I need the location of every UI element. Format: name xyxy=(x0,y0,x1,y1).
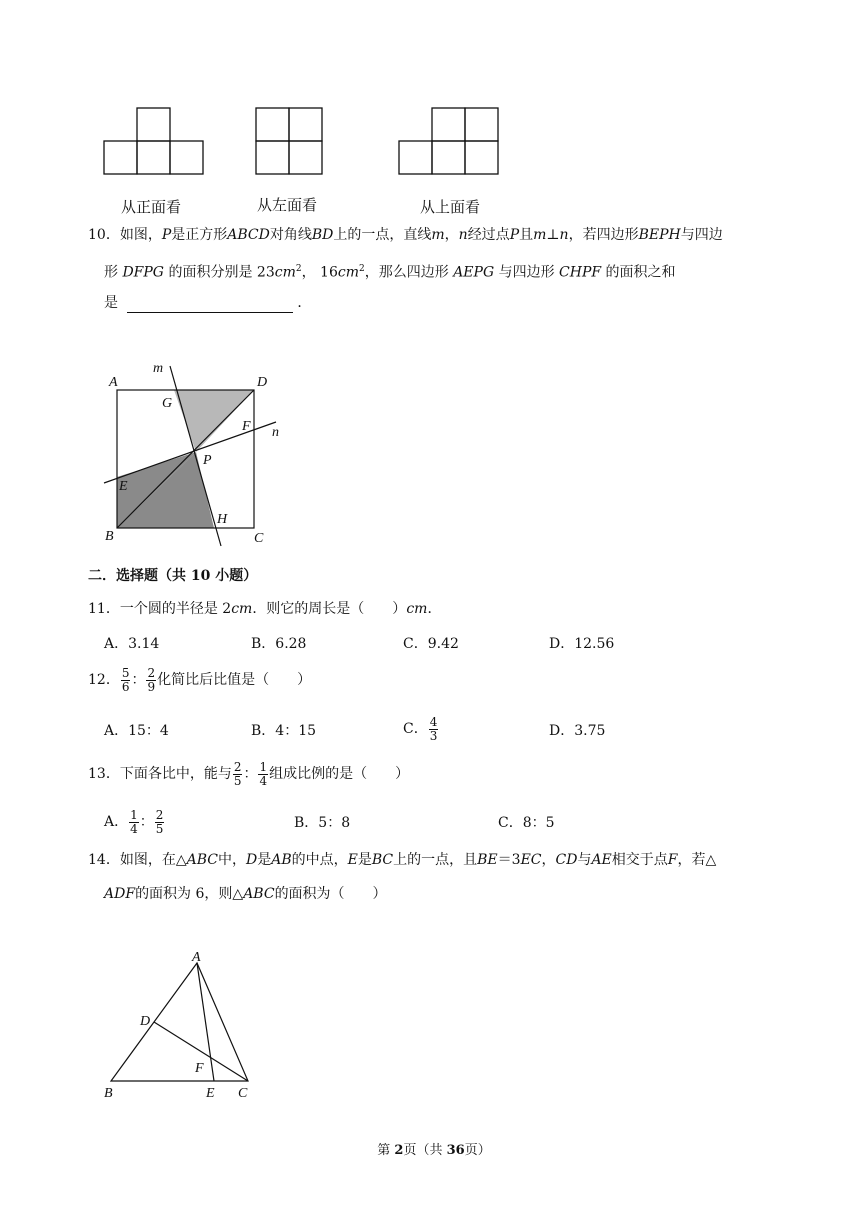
q10-line3: 是 ． xyxy=(104,295,312,311)
top-view-label: 从上面看 xyxy=(420,198,481,216)
q10-line1: 10．如图，P是正方形ABCD对角线BD上的一点，直线m，n经过点P且m⊥n，若四边形BEPH与四边 xyxy=(88,227,723,243)
label-n: n xyxy=(272,425,279,440)
label-A: A xyxy=(192,950,201,965)
q12-stem: 12． $\frac{5}{6}$ ： $\frac{2}{9}$ 化简比后比值是（ ） xyxy=(88,665,312,694)
q14-line1: 14．如图，在△ABC中，D是AB的中点，E是BC上的一点，且BE＝3EC，CD与AE相交于点F，若△ xyxy=(88,852,717,868)
label-P: P xyxy=(203,453,212,468)
q13-stem: 13．下面各比中，能与 $\frac{2}{5}$ ： $\frac{1}{4}$ 组成比例的是（ ） xyxy=(88,759,410,788)
q11-option-c[interactable]: C．9.42 xyxy=(403,636,459,652)
q13-option-c[interactable]: C．8：5 xyxy=(498,815,555,831)
label-D: D xyxy=(257,375,268,390)
label-D: D xyxy=(140,1014,151,1029)
label-H: H xyxy=(217,512,228,527)
label-B: B xyxy=(104,1086,113,1101)
label-F: F xyxy=(242,419,251,434)
q11-option-a[interactable]: A．3.14 xyxy=(104,636,160,652)
label-B: B xyxy=(105,529,114,544)
page-footer: 第 2页（共 36页） xyxy=(377,1143,491,1158)
q10-figure xyxy=(100,358,290,550)
q12-option-b[interactable]: B．4：15 xyxy=(251,723,317,739)
q14-line2: ADF的面积为 6，则△ABC的面积为（ ） xyxy=(104,886,387,902)
label-m: m xyxy=(153,361,164,376)
label-F: F xyxy=(195,1061,204,1076)
label-E: E xyxy=(119,479,128,494)
left-view-label: 从左面看 xyxy=(257,196,318,214)
label-C: C xyxy=(254,531,264,546)
q11-option-d[interactable]: D．12.56 xyxy=(549,636,615,652)
q13-option-a[interactable]: A． $\frac{1}{4}$ ： $\frac{2}{5}$ xyxy=(104,807,164,836)
q12-option-a[interactable]: A．15：4 xyxy=(104,723,169,739)
three-views-figure xyxy=(100,104,502,176)
q12-option-d[interactable]: D．3.75 xyxy=(549,723,606,739)
section-heading: 二．选择题（共 10 小题） xyxy=(88,568,258,584)
answer-blank[interactable] xyxy=(127,298,293,313)
q11-option-b[interactable]: B．6.28 xyxy=(251,636,307,652)
label-A: A xyxy=(109,375,118,390)
q13-option-b[interactable]: B．5：8 xyxy=(294,815,351,831)
front-view-label: 从正面看 xyxy=(121,198,182,216)
label-E: E xyxy=(206,1086,215,1101)
label-G: G xyxy=(162,396,173,411)
q11-stem: 11．一个圆的半径是 2cm．则它的周长是（ ）cm． xyxy=(88,601,442,617)
q12-option-c[interactable]: C． $\frac{4}{3}$ xyxy=(403,714,438,743)
label-C: C xyxy=(238,1086,248,1101)
q10-line2: 形 DFPG 的面积分别是 $23cm^2$， $16cm^2$，那么四边形 AEPG 与四边形 CHPF 的面积之和 xyxy=(104,264,676,281)
q14-figure xyxy=(100,945,260,1105)
